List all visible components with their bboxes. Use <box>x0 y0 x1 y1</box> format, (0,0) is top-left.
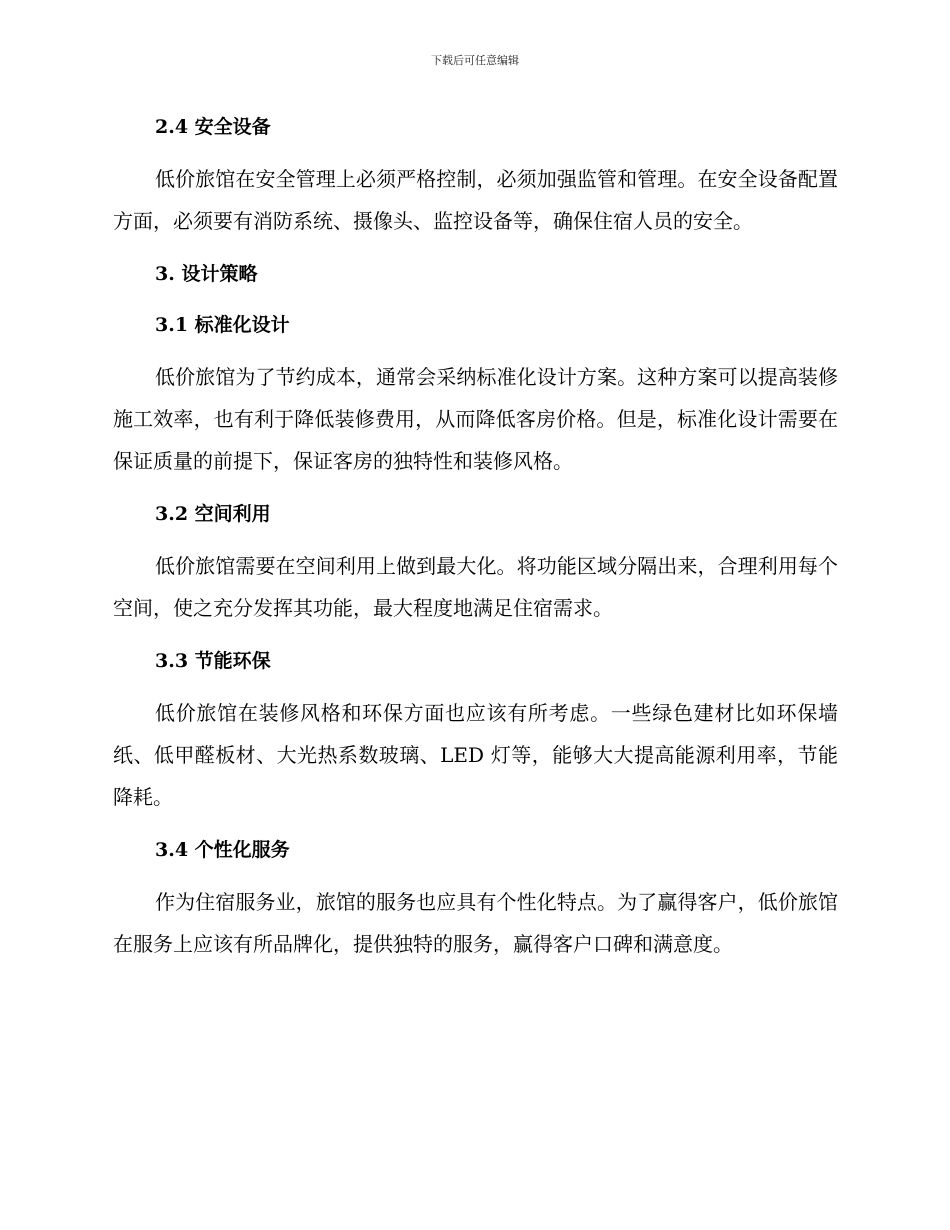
spacer <box>113 242 838 255</box>
section-paragraph-3-3: 低价旅馆在装修风格和环保方面也应该有所考虑。一些绿色建材比如环保墙纸、低甲醛板材、大光热系数玻璃、LED 灯等，能够大大提高能源利用率，节能降耗。 <box>113 701 838 809</box>
section-heading-3-4: 3.4 个性化服务 <box>155 839 290 861</box>
spacer <box>113 533 838 545</box>
spacer <box>113 344 838 356</box>
section-paragraph-3-2: 低价旅馆需要在空间利用上做到最大化。将功能区域分隔出来，合理利用每个空间，使之充分发挥其功能，最大程度地满足住宿需求。 <box>113 554 838 620</box>
section-heading-2-4: 2.4 安全设备 <box>155 116 271 138</box>
spacer <box>113 146 838 158</box>
spacer <box>113 629 838 642</box>
section-paragraph-3-4: 作为住宿服务业，旅馆的服务也应具有个性化特点。为了赢得客户，低价旅馆在服务上应该有所品牌化，提供独特的服务，赢得客户口碑和满意度。 <box>113 890 838 956</box>
section-paragraph-3-1: 低价旅馆为了节约成本，通常会采纳标准化设计方案。这种方案可以提高装修施工效率，也有利于降低装修费用，从而降低客房价格。但是，标准化设计需要在保证质量的前提下，保证客房的独特性和装修风格。 <box>113 365 838 473</box>
section-paragraph-2-4: 低价旅馆在安全管理上必须严格控制，必须加强监管和管理。在安全设备配置方面，必须要有消防系统、摄像头、监控设备等，确保住宿人员的安全。 <box>113 167 838 233</box>
spacer <box>113 482 838 495</box>
spacer <box>113 818 838 831</box>
spacer <box>113 680 838 692</box>
spacer <box>113 869 838 881</box>
section-heading-3: 3. 设计策略 <box>155 263 258 285</box>
document-body <box>113 108 838 965</box>
page-header: 下载后可任意编辑 <box>431 54 519 67</box>
section-heading-3-1: 3.1 标准化设计 <box>155 314 290 336</box>
section-heading-3-2: 3.2 空间利用 <box>155 503 271 525</box>
spacer <box>113 293 838 306</box>
section-heading-3-3: 3.3 节能环保 <box>155 650 271 672</box>
